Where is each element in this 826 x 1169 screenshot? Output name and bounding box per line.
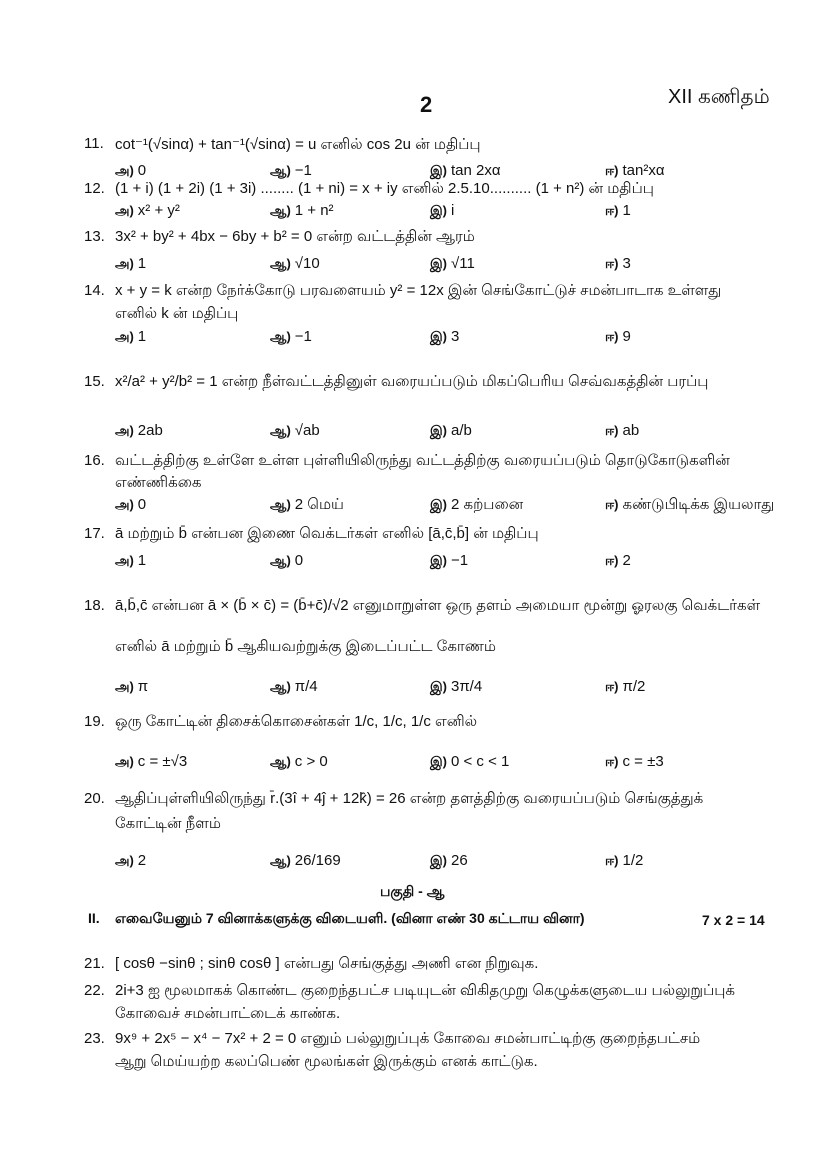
option-label: ஆ)	[270, 163, 291, 178]
option-value: 3π/4	[450, 678, 483, 695]
answer-option	[115, 162, 146, 180]
option-label: இ)	[430, 679, 447, 694]
answer-option	[430, 255, 475, 273]
answer-option	[270, 328, 312, 346]
question-text: ஆதிப்புள்ளியிலிருந்து r̄.(3î + 4ĵ + 12k̂) = 26 என்ற தளத்திற்கு வரையப்படும் செங்குத்துக்	[115, 790, 704, 807]
option-label: ஆ)	[270, 853, 291, 868]
answer-option	[115, 496, 146, 514]
question-text: எண்ணிக்கை	[115, 474, 202, 491]
question-number: 20.	[84, 790, 105, 807]
question-text: (1 + i) (1 + 2i) (1 + 3i) ........ (1 + ni) = x + iy எனில் 2.5.10.......... (1 + n²) ன் மதிப்பு	[115, 180, 654, 197]
question-number: 11.	[84, 135, 104, 152]
option-label: அ)	[115, 423, 134, 438]
option-value: 0 < c < 1	[450, 753, 510, 770]
question-number: 21.	[84, 955, 105, 972]
option-value: 1	[622, 202, 631, 219]
question-text: ā மற்றும் b̄ என்பன இணை வெக்டர்கள் எனில் [ā,c̄,b̄] ன் மதிப்பு	[115, 525, 539, 542]
option-value: i	[450, 202, 455, 219]
option-value: π	[137, 678, 149, 695]
answer-option	[430, 496, 523, 515]
option-value: √ab	[294, 422, 320, 439]
answer-option	[115, 328, 146, 346]
section-marks: 7 x 2 = 14	[702, 912, 765, 928]
option-label: ஈ)	[605, 853, 619, 868]
option-value: −1	[450, 552, 469, 569]
question-number: 17.	[84, 525, 105, 542]
section-number: II.	[88, 910, 100, 926]
option-value: 26	[450, 852, 468, 869]
option-label: ஆ)	[270, 553, 291, 568]
option-label: அ)	[115, 853, 134, 868]
answer-option	[115, 753, 187, 771]
option-label: அ)	[115, 256, 134, 271]
option-label: ஆ)	[270, 497, 291, 512]
option-value: 0	[137, 162, 147, 179]
option-value: 0	[294, 552, 304, 569]
answer-option	[605, 255, 631, 273]
answer-option	[605, 678, 645, 696]
option-value: −1	[294, 328, 312, 345]
option-value: −1	[294, 162, 312, 179]
subject-title: XII கணிதம்	[668, 86, 770, 108]
answer-option	[605, 552, 631, 570]
answer-option	[430, 162, 501, 180]
option-label: ஈ)	[605, 754, 619, 769]
answer-option	[430, 852, 468, 870]
answer-option	[605, 496, 774, 515]
option-label: ஈ)	[605, 203, 619, 218]
option-value: 0	[137, 496, 147, 513]
option-value: 1	[137, 328, 147, 345]
option-value: 3	[622, 255, 631, 272]
option-label: அ)	[115, 553, 134, 568]
option-label: அ)	[115, 679, 134, 694]
option-label: இ)	[430, 423, 447, 438]
answer-option	[430, 552, 468, 570]
question-number: 23.	[84, 1030, 105, 1047]
option-label: ஈ)	[605, 423, 619, 438]
question-text: கோட்டின் நீளம்	[115, 815, 221, 832]
option-label: ஆ)	[270, 256, 291, 271]
option-label: ஈ)	[605, 497, 619, 512]
answer-option	[115, 202, 180, 220]
option-value: a/b	[450, 422, 472, 439]
option-label: ஆ)	[270, 329, 291, 344]
option-label: அ)	[115, 203, 134, 218]
option-label: ஆ)	[270, 203, 291, 218]
option-value: 2	[622, 552, 631, 569]
option-label: ஈ)	[605, 329, 619, 344]
question-number: 13.	[84, 228, 105, 245]
option-label: ஆ)	[270, 754, 291, 769]
question-text: எனில் ā மற்றும் b̄ ஆகியவற்றுக்கு இடைப்பட்ட கோணம்	[115, 638, 496, 655]
question-text: கோவைச் சமன்பாட்டைக் காண்க.	[115, 1005, 341, 1022]
option-label: அ)	[115, 329, 134, 344]
option-value: 1	[137, 552, 147, 569]
answer-option	[605, 202, 631, 220]
option-label: ஆ)	[270, 679, 291, 694]
question-number: 14.	[84, 282, 105, 299]
option-label: ஈ)	[605, 163, 619, 178]
option-value: 3	[450, 328, 460, 345]
option-value: π/2	[622, 678, 646, 695]
answer-option	[605, 162, 665, 180]
option-label: இ)	[430, 203, 447, 218]
option-label: ஈ)	[605, 256, 619, 271]
option-value: √10	[294, 255, 320, 272]
question-number: 16.	[84, 452, 105, 469]
question-number: 22.	[84, 982, 105, 999]
option-value: c = ±3	[622, 753, 664, 770]
option-label: இ)	[430, 256, 447, 271]
option-value: tan²xα	[622, 162, 665, 179]
answer-option	[430, 328, 459, 346]
option-value: 2 கற்பனை	[450, 496, 524, 513]
answer-option	[430, 422, 472, 440]
question-text: [ cosθ −sinθ ; sinθ cosθ ] என்பது செங்குத்து அணி என நிறுவுக.	[115, 955, 539, 972]
option-label: இ)	[430, 853, 447, 868]
option-value: 2	[137, 852, 147, 869]
option-value: கண்டுபிடிக்க இயலாது	[622, 496, 775, 513]
question-text: x + y = k என்ற நேர்க்கோடு பரவளையம் y² = 12x இன் செங்கோட்டுச் சமன்பாடாக உள்ளது	[115, 282, 722, 299]
option-value: 1	[137, 255, 147, 272]
question-text: ā,b̄,c̄ என்பன ā × (b̄ × c̄) = (b̄+c̄)/√2 எனுமாறுள்ள ஒரு தளம் அமையா மூன்று ஓரலகு வெக்டர்கள்	[115, 597, 761, 614]
question-number: 15.	[84, 373, 105, 390]
answer-option	[270, 496, 344, 515]
option-value: c > 0	[294, 753, 328, 770]
page-number: 2	[420, 92, 433, 117]
answer-option	[270, 255, 320, 273]
question-number: 12.	[84, 180, 105, 197]
answer-option	[430, 753, 509, 771]
answer-option	[270, 852, 341, 870]
option-value: 26/169	[294, 852, 341, 869]
option-label: இ)	[430, 754, 447, 769]
question-number: 18.	[84, 597, 105, 614]
answer-option	[270, 422, 320, 440]
option-label: ஈ)	[605, 679, 619, 694]
question-text: ஆறு மெய்யற்ற கலப்பெண் மூலங்கள் இருக்கும் எனக் காட்டுக.	[115, 1053, 538, 1070]
question-text: 3x² + by² + 4bx − 6by + b² = 0 என்ற வட்டத்தின் ஆரம்	[115, 228, 475, 245]
answer-option	[430, 202, 454, 220]
section-title: பகுதி - ஆ	[380, 883, 445, 899]
option-value: ab	[622, 422, 640, 439]
answer-option	[605, 328, 631, 346]
answer-option	[270, 678, 318, 696]
answer-option	[605, 422, 639, 440]
option-value: tan 2xα	[450, 162, 501, 179]
answer-option	[115, 678, 148, 696]
option-value: 2 மெய்	[294, 496, 344, 513]
option-value: π/4	[294, 678, 318, 695]
option-value: √11	[450, 255, 475, 272]
option-label: இ)	[430, 497, 447, 512]
answer-option	[605, 753, 664, 771]
answer-option	[115, 255, 146, 273]
answer-option	[115, 422, 163, 440]
option-value: 1/2	[622, 852, 644, 869]
option-label: அ)	[115, 754, 134, 769]
option-value: 1 + n²	[294, 202, 334, 219]
option-value: 9	[622, 328, 631, 345]
option-label: இ)	[430, 553, 447, 568]
question-text: cot⁻¹(√sinα) + tan⁻¹(√sinα) = u எனில் cos 2u ன் மதிப்பு	[115, 136, 481, 153]
question-text: 2i+3 ஐ மூலமாகக் கொண்ட குறைந்தபட்ச படியுடன் விகிதமுறு கெழுக்களுடைய பல்லுறுப்புக்	[115, 982, 736, 999]
question-text: ஒரு கோட்டின் திசைக்கொசைன்கள் 1/c, 1/c, 1/c எனில்	[115, 713, 478, 730]
answer-option	[115, 852, 146, 870]
option-label: அ)	[115, 497, 134, 512]
option-label: ஆ)	[270, 423, 291, 438]
option-label: இ)	[430, 163, 447, 178]
answer-option	[605, 852, 643, 870]
answer-option	[270, 753, 328, 771]
option-value: 2ab	[137, 422, 163, 439]
section-instruction: எவையேனும் 7 வினாக்களுக்கு விடையளி. (வினா எண் 30 கட்டாய வினா)	[115, 910, 585, 926]
question-number: 19.	[84, 713, 105, 730]
answer-option	[270, 202, 334, 220]
question-text: வட்டத்திற்கு உள்ளே உள்ள புள்ளியிலிருந்து வட்டத்திற்கு வரையப்படும் தொடுகோடுகளின்	[115, 452, 730, 469]
option-value: x² + y²	[137, 202, 180, 219]
option-label: இ)	[430, 329, 447, 344]
option-label: அ)	[115, 163, 134, 178]
option-value: c = ±√3	[137, 753, 188, 770]
answer-option	[115, 552, 146, 570]
question-text: எனில் k ன் மதிப்பு	[115, 305, 239, 322]
answer-option	[270, 552, 303, 570]
question-text: 9x⁹ + 2x⁵ − x⁴ − 7x² + 2 = 0 எனும் பல்லுறுப்புக் கோவை சமன்பாட்டிற்கு குறைந்தபட்சம்	[115, 1030, 701, 1047]
answer-option	[430, 678, 482, 696]
question-text: x²/a² + y²/b² = 1 என்ற நீள்வட்டத்தினுள் வரையப்படும் மிகப்பெரிய செவ்வகத்தின் பரப்பு	[115, 373, 709, 390]
answer-option	[270, 162, 312, 180]
option-label: ஈ)	[605, 553, 619, 568]
